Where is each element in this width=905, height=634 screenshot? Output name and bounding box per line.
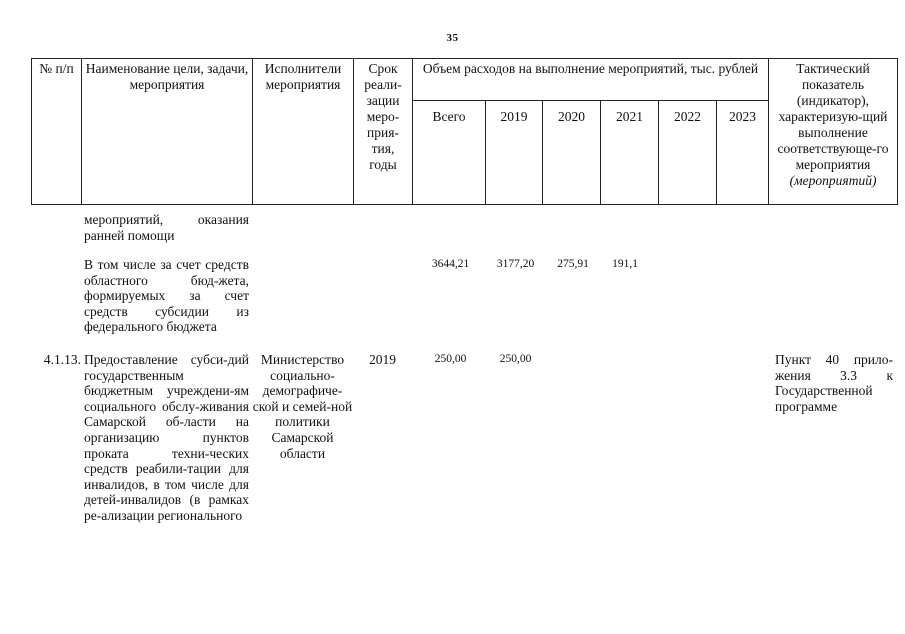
header-indicator-italic: (мероприятий)	[789, 173, 877, 188]
header-name: Наименование цели, задачи, мероприятия	[82, 59, 253, 205]
row-4-1-13-total: 250,00	[434, 353, 467, 365]
header-year-2022: 2022	[659, 101, 717, 205]
header-year-2020: 2020	[543, 101, 601, 205]
row-federal-subsidy-2019: 3177,20	[496, 258, 535, 270]
header-num: № п/п	[32, 59, 82, 205]
row-4-1-13-2019: 250,00	[499, 353, 532, 365]
row-continuation-name: мероприятий, оказания ранней помощи	[84, 212, 249, 243]
header-expenses: Объем расходов на выполнение мероприятий, тыс. рублей	[413, 59, 769, 101]
row-4-1-13-executor: Министерство социально-демографиче-ской и семей-ной политики Самарской области	[252, 352, 353, 461]
header-indicator	[769, 59, 898, 205]
row-federal-subsidy-2020: 275,91	[557, 258, 589, 270]
row-federal-subsidy-2021: 191,1	[612, 258, 638, 270]
header-year-2021: 2021	[601, 101, 659, 205]
row-4-1-13-num: 4.1.13.	[43, 352, 81, 367]
header-year-2019: 2019	[486, 101, 543, 205]
table-header	[31, 58, 898, 205]
row-4-1-13-name: Предоставление субси-дий государственным бюджетным учреждени-ям социального обслу-живания Самарской об-ласти на организацию пунктов проката техни-ческих средств реабили-тации для инвалидов, в том числе для детей-инвалидов (в рамках ре-ализации регионального	[84, 352, 249, 523]
header-total: Всего	[413, 101, 486, 205]
header-year-2023: 2023	[717, 101, 769, 205]
header-indicator-text: Тактический показатель (индикатор), характеризую-щий выполнение соответствующе-го мероприятия	[777, 61, 889, 172]
page-number: 35	[446, 32, 459, 44]
row-4-1-13-term: 2019	[369, 352, 396, 367]
row-4-1-13-indicator: Пункт 40 прило-жения 3.3 к Государственной программе	[775, 352, 893, 414]
row-federal-subsidy-total: 3644,21	[431, 258, 470, 270]
row-federal-subsidy-name: В том числе за счет средств областного бюд-жета, формируемых за счет средств субсидии из федерального бюджета	[84, 257, 249, 335]
header-term: Срок реали-зации меро-прия-тия, годы	[354, 59, 413, 205]
header-executors: Исполнители мероприятия	[253, 59, 354, 205]
